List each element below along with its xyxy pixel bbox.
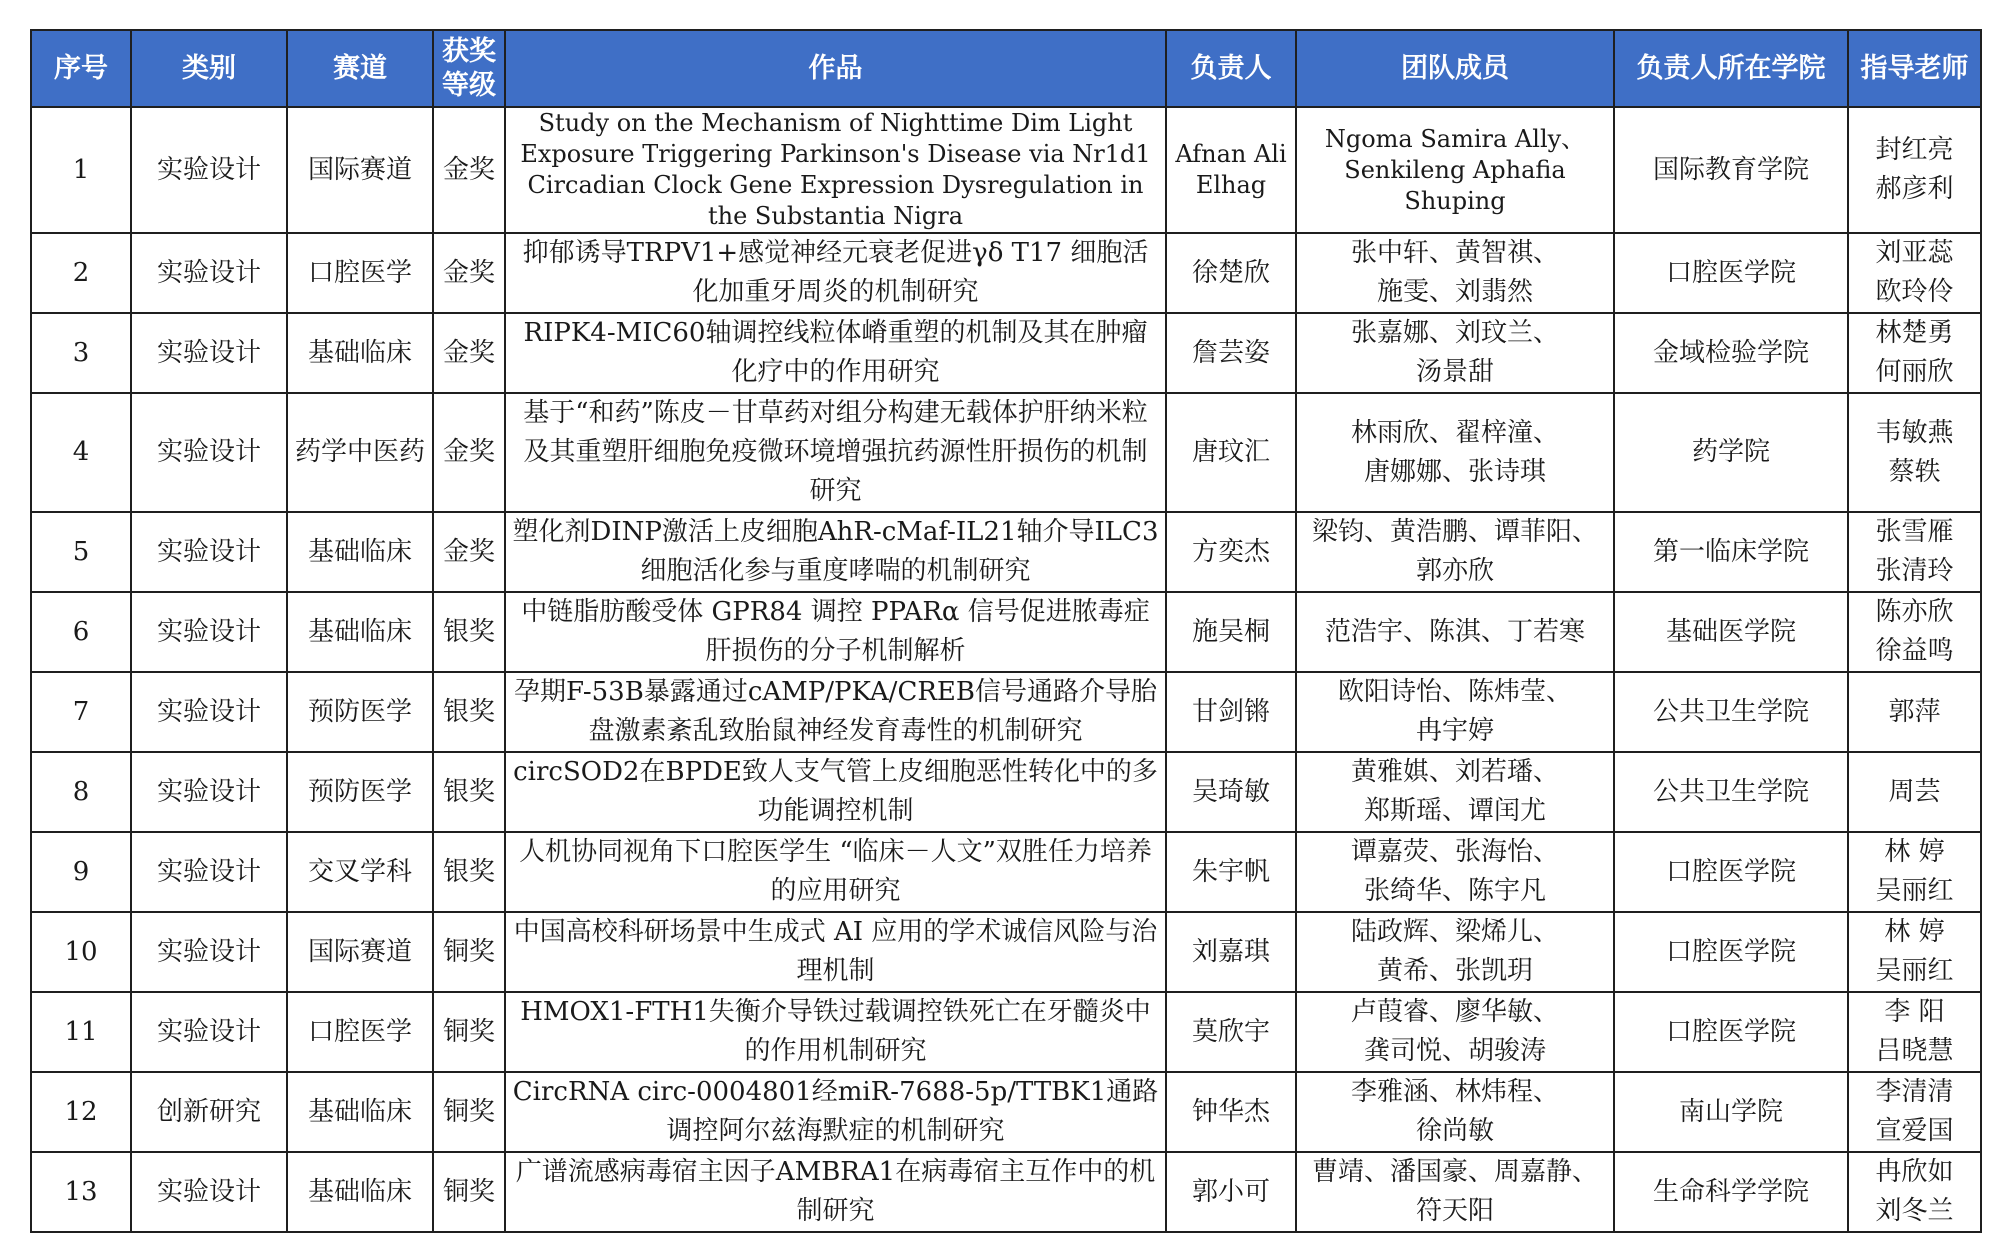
- row-number: 4: [31, 393, 131, 512]
- advisor-cell: 林楚勇 何丽欣: [1848, 313, 1981, 393]
- category-cell: 实验设计: [131, 752, 287, 832]
- team-members-cell: 陆政辉、梁烯儿、 黄希、张凯玥: [1296, 912, 1614, 992]
- project-title-cell: 基于“和药”陈皮－甘草药对组分构建无载体护肝纳米粒及其重塑肝细胞免疫微环境增强抗药源性肝损伤的机制研究: [505, 393, 1166, 512]
- track-cell: 国际赛道: [287, 912, 433, 992]
- project-title-cell: 人机协同视角下口腔医学生 “临床－人文”双胜任力培养的应用研究: [505, 832, 1166, 912]
- category-cell: 实验设计: [131, 672, 287, 752]
- team-members-cell: Ngoma Samira Ally、 Senkileng Aphafia Shuping: [1296, 107, 1614, 233]
- leader-cell: 朱宇帆: [1166, 832, 1296, 912]
- table-row: [31, 512, 1981, 592]
- header-track: 赛道: [287, 30, 433, 107]
- advisor-cell: 郭萍: [1848, 672, 1981, 752]
- row-number: 6: [31, 592, 131, 672]
- header-project: 作品: [505, 30, 1166, 107]
- row-number: 3: [31, 313, 131, 393]
- table-row: [31, 672, 1981, 752]
- team-members-cell: 黄雅娸、刘若璠、 郑斯瑶、谭闰尤: [1296, 752, 1614, 832]
- project-title-cell: 抑郁诱导TRPV1+感觉神经元衰老促进γδ T17 细胞活化加重牙周炎的机制研究: [505, 233, 1166, 313]
- project-title-cell: 塑化剂DINP激活上皮细胞AhR-cMaf-IL21轴介导ILC3细胞活化参与重度哮喘的机制研究: [505, 512, 1166, 592]
- advisor-cell: 韦敏燕 蔡轶: [1848, 393, 1981, 512]
- project-title-cell: circSOD2在BPDE致人支气管上皮细胞恶性转化中的多功能调控机制: [505, 752, 1166, 832]
- award-cell: 金奖: [433, 512, 505, 592]
- college-cell: 口腔医学院: [1614, 912, 1848, 992]
- row-number: 10: [31, 912, 131, 992]
- leader-cell: 詹芸姿: [1166, 313, 1296, 393]
- advisor-cell: 周芸: [1848, 752, 1981, 832]
- table-row: [31, 912, 1981, 992]
- row-number: 8: [31, 752, 131, 832]
- table-row: [31, 1072, 1981, 1152]
- row-number: 7: [31, 672, 131, 752]
- track-cell: 基础临床: [287, 592, 433, 672]
- college-cell: 公共卫生学院: [1614, 752, 1848, 832]
- track-cell: 交叉学科: [287, 832, 433, 912]
- award-cell: 金奖: [433, 313, 505, 393]
- team-members-cell: 范浩宇、陈淇、丁若寒: [1296, 592, 1614, 672]
- category-cell: 实验设计: [131, 1152, 287, 1232]
- leader-cell: Afnan Ali Elhag: [1166, 107, 1296, 233]
- category-cell: 实验设计: [131, 393, 287, 512]
- project-title-cell: 广谱流感病毒宿主因子AMBRA1在病毒宿主互作中的机制研究: [505, 1152, 1166, 1232]
- leader-cell: 刘嘉琪: [1166, 912, 1296, 992]
- college-cell: 生命科学学院: [1614, 1152, 1848, 1232]
- track-cell: 口腔医学: [287, 992, 433, 1072]
- header-team: 团队成员: [1296, 30, 1614, 107]
- project-title-cell: HMOX1-FTH1失衡介导铁过载调控铁死亡在牙髓炎中的作用机制研究: [505, 992, 1166, 1072]
- leader-cell: 徐楚欣: [1166, 233, 1296, 313]
- project-title-cell: RIPK4-MIC60轴调控线粒体嵴重塑的机制及其在肿瘤化疗中的作用研究: [505, 313, 1166, 393]
- college-cell: 药学院: [1614, 393, 1848, 512]
- project-title-cell: 中国高校科研场景中生成式 AI 应用的学术诚信风险与治理机制: [505, 912, 1166, 992]
- category-cell: 实验设计: [131, 832, 287, 912]
- leader-cell: 郭小可: [1166, 1152, 1296, 1232]
- team-members-cell: 欧阳诗怡、陈炜莹、 冉宇婷: [1296, 672, 1614, 752]
- header-leader: 负责人: [1166, 30, 1296, 107]
- leader-cell: 甘剑锵: [1166, 672, 1296, 752]
- award-cell: 银奖: [433, 832, 505, 912]
- team-members-cell: 张嘉娜、刘玟兰、 汤景甜: [1296, 313, 1614, 393]
- table-body: [31, 107, 1981, 1232]
- award-cell: 银奖: [433, 592, 505, 672]
- header-no: 序号: [31, 30, 131, 107]
- row-number: 2: [31, 233, 131, 313]
- team-members-cell: 李雅涵、林炜程、 徐尚敏: [1296, 1072, 1614, 1152]
- row-number: 13: [31, 1152, 131, 1232]
- team-members-cell: 林雨欣、翟梓潼、 唐娜娜、张诗琪: [1296, 393, 1614, 512]
- college-cell: 金域检验学院: [1614, 313, 1848, 393]
- table-row: [31, 393, 1981, 512]
- table-row: [31, 832, 1981, 912]
- leader-cell: 吴琦敏: [1166, 752, 1296, 832]
- team-members-cell: 张中轩、黄智祺、 施雯、刘翡然: [1296, 233, 1614, 313]
- category-cell: 实验设计: [131, 912, 287, 992]
- table-row: [31, 592, 1981, 672]
- row-number: 12: [31, 1072, 131, 1152]
- advisor-cell: 李 阳 吕晓慧: [1848, 992, 1981, 1072]
- team-members-cell: 曹靖、潘国豪、周嘉静、 符天阳: [1296, 1152, 1614, 1232]
- table-row: [31, 752, 1981, 832]
- leader-cell: 施吴桐: [1166, 592, 1296, 672]
- award-cell: 铜奖: [433, 1072, 505, 1152]
- leader-cell: 莫欣宇: [1166, 992, 1296, 1072]
- project-title-cell: 孕期F-53B暴露通过cAMP/PKA/CREB信号通路介导胎盘激素紊乱致胎鼠神经发育毒性的机制研究: [505, 672, 1166, 752]
- header-category: 类别: [131, 30, 287, 107]
- row-number: 1: [31, 107, 131, 233]
- leader-cell: 方奕杰: [1166, 512, 1296, 592]
- award-cell: 金奖: [433, 393, 505, 512]
- row-number: 5: [31, 512, 131, 592]
- college-cell: 口腔医学院: [1614, 992, 1848, 1072]
- category-cell: 实验设计: [131, 512, 287, 592]
- category-cell: 创新研究: [131, 1072, 287, 1152]
- advisor-cell: 陈亦欣 徐益鸣: [1848, 592, 1981, 672]
- category-cell: 实验设计: [131, 313, 287, 393]
- advisor-cell: 刘亚蕊 欧玲伶: [1848, 233, 1981, 313]
- advisor-cell: 封红亮 郝彦利: [1848, 107, 1981, 233]
- header-college: 负责人所在学院: [1614, 30, 1848, 107]
- track-cell: 基础临床: [287, 313, 433, 393]
- college-cell: 基础医学院: [1614, 592, 1848, 672]
- track-cell: 基础临床: [287, 512, 433, 592]
- row-number: 9: [31, 832, 131, 912]
- project-title-cell: 中链脂肪酸受体 GPR84 调控 PPARα 信号促进脓毒症肝损伤的分子机制解析: [505, 592, 1166, 672]
- track-cell: 口腔医学: [287, 233, 433, 313]
- project-title-cell: CircRNA circ-0004801经miR-7688-5p/TTBK1通路调控阿尔兹海默症的机制研究: [505, 1072, 1166, 1152]
- track-cell: 预防医学: [287, 672, 433, 752]
- track-cell: 国际赛道: [287, 107, 433, 233]
- table-row: [31, 992, 1981, 1072]
- team-members-cell: 卢葭睿、廖华敏、 龚司悦、胡骏涛: [1296, 992, 1614, 1072]
- award-cell: 金奖: [433, 233, 505, 313]
- college-cell: 第一临床学院: [1614, 512, 1848, 592]
- category-cell: 实验设计: [131, 233, 287, 313]
- track-cell: 药学中医药: [287, 393, 433, 512]
- table-row: [31, 313, 1981, 393]
- award-cell: 铜奖: [433, 992, 505, 1072]
- college-cell: 公共卫生学院: [1614, 672, 1848, 752]
- college-cell: 口腔医学院: [1614, 233, 1848, 313]
- team-members-cell: 梁钧、黄浩鹏、谭菲阳、 郭亦欣: [1296, 512, 1614, 592]
- leader-cell: 钟华杰: [1166, 1072, 1296, 1152]
- header-award: 获奖 等级: [433, 30, 505, 107]
- advisor-cell: 张雪雁 张清玲: [1848, 512, 1981, 592]
- table-header-row: [31, 30, 1981, 107]
- advisor-cell: 林 婷 吴丽红: [1848, 832, 1981, 912]
- project-title-cell: Study on the Mechanism of Nighttime Dim Light Exposure Triggering Parkinson's Disease via Nr1d1 Circadian Clock Gene Expression Dysregulation in the Substantia Nigra: [505, 107, 1166, 233]
- college-cell: 口腔医学院: [1614, 832, 1848, 912]
- award-cell: 铜奖: [433, 912, 505, 992]
- advisor-cell: 冉欣如 刘冬兰: [1848, 1152, 1981, 1232]
- award-cell: 铜奖: [433, 1152, 505, 1232]
- awards-table: [30, 29, 1982, 1233]
- award-cell: 金奖: [433, 107, 505, 233]
- track-cell: 预防医学: [287, 752, 433, 832]
- track-cell: 基础临床: [287, 1152, 433, 1232]
- college-cell: 南山学院: [1614, 1072, 1848, 1152]
- college-cell: 国际教育学院: [1614, 107, 1848, 233]
- row-number: 11: [31, 992, 131, 1072]
- table-row: [31, 1152, 1981, 1232]
- award-cell: 银奖: [433, 672, 505, 752]
- track-cell: 基础临床: [287, 1072, 433, 1152]
- category-cell: 实验设计: [131, 592, 287, 672]
- table-row: [31, 233, 1981, 313]
- category-cell: 实验设计: [131, 992, 287, 1072]
- team-members-cell: 谭嘉荧、张海怡、 张绮华、陈宇凡: [1296, 832, 1614, 912]
- advisor-cell: 林 婷 吴丽红: [1848, 912, 1981, 992]
- category-cell: 实验设计: [131, 107, 287, 233]
- advisor-cell: 李清清 宣爱国: [1848, 1072, 1981, 1152]
- awards-table-container: [30, 29, 1980, 1233]
- award-cell: 银奖: [433, 752, 505, 832]
- header-advisor: 指导老师: [1848, 30, 1981, 107]
- table-row: [31, 107, 1981, 233]
- leader-cell: 唐玟汇: [1166, 393, 1296, 512]
